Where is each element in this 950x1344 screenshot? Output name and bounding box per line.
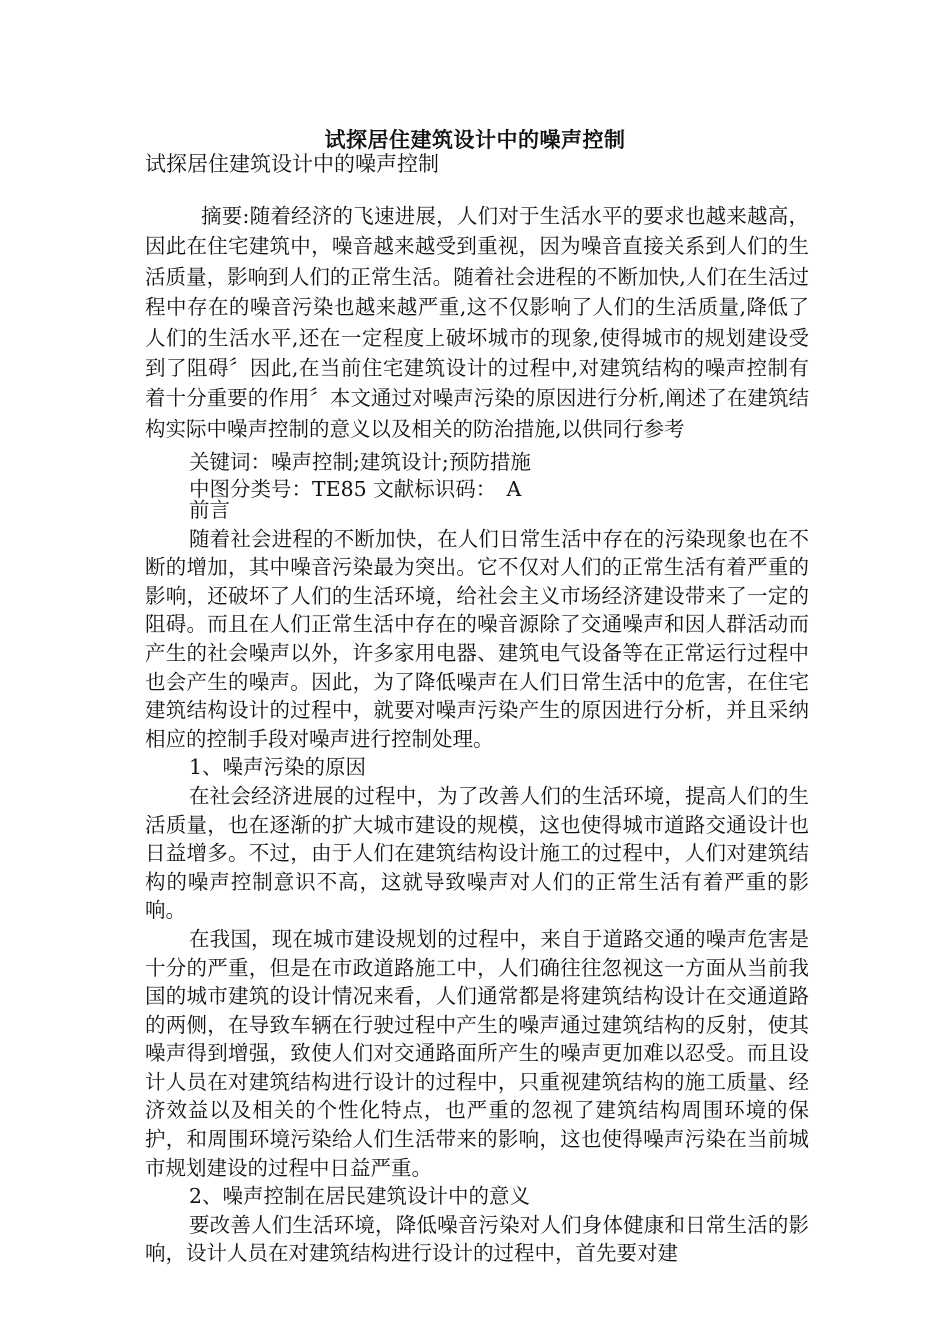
classification-line: 中图分类号：TE85 文献标识码： A	[189, 477, 522, 501]
keywords-line: 关键词：噪声控制;建筑设计;预防措施	[189, 450, 531, 474]
preface-paragraph: 随着社会进程的不断加快，在人们日常生活中存在的污染现象也在不断的增加，其中噪音污染最为突出。它不仅对人们的正常生活有着严重的影响，还破坏了人们的生活环境，给社会主义市场经济建设带来了一定的阻碍。而且在人们正常生活中存在的噪音源除了交通噪声和因人群活动而产生的社会噪声以外，许多家用电器、建筑电气设备等在正常运行过程中也会产生的噪声。因此，为了降低噪声在人们日常生活中的危害，在住宅建筑结构设计的过程中，就要对噪声污染产生的原因进行分析，并且采纳相应的控制手段对噪声进行控制处理。	[145, 526, 809, 751]
section-1-heading: 1、噪声污染的原因	[189, 755, 367, 780]
section-1-paragraph-1: 在社会经济进展的过程中，为了改善人们的生活环境，提高人们的生活质量，也在逐渐的扩大城市建设的规模，这也使得城市道路交通设计也日益增多。不过，由于人们在建筑结构设计施工的过程中，人们对建筑结构的噪声控制意识不高，这就导致噪声对人们的正常生活有着严重的影响。	[145, 783, 809, 923]
document-subtitle: 试探居住建筑设计中的噪声控制	[145, 152, 439, 176]
abstract-paragraph: 摘要:随着经济的飞速进展，人们对于生活水平的要求也越来越高，因此在住宅建筑中，噪音越来越受到重视，因为噪音直接关系到人们的生活质量，影响到人们的正常生活。随着社会进程的不断加快,人们在生活过程中存在的噪音污染也越来越严重,这不仅影响了人们的生活质量,降低了人们的生活水平,还在一定程度上破坏城市的现象,使得城市的规划建设受到了阻碍〞因此,在当前住宅建筑设计的过程中,对建筑结构的噪声控制有着十分重要的作用〞本文通过对噪声污染的原因进行分析,阐述了在建筑结构实际中噪声控制的意义以及相关的防治措施,以供同行参考	[145, 204, 809, 441]
section-2-paragraph-1: 要改善人们生活环境，降低噪音污染对人们身体健康和日常生活的影响，设计人员在对建筑结构进行设计的过程中，首先要对建	[145, 1212, 809, 1266]
document-body	[145, 496, 809, 1268]
section-2-heading: 2、噪声控制在居民建筑设计中的意义	[189, 1184, 531, 1209]
section-1-paragraph-2: 在我国，现在城市建设规划的过程中，来自于道路交通的噪声危害是十分的严重，但是在市政道路施工中，人们确往往忽视这一方面从当前我国的城市建筑的设计情况来看，人们通常都是将建筑结构设计在交通道路的两侧，在导致车辆在行驶过程中产生的噪声通过建筑结构的反射，使其噪声得到增强，致使人们对交通路面所产生的噪声更加难以忍受。而且设计人员在对建筑结构进行设计的过程中，只重视建筑结构的施工质量、经济效益以及相关的个性化特点，也严重的忽视了建筑结构周围环境的保护，和周围环境污染给人们生活带来的影响，这也使得噪声污染在当前城市规划建设的过程中日益严重。	[145, 926, 809, 1180]
document-title: 试探居住建筑设计中的噪声控制	[324, 128, 626, 152]
preface-heading: 前言	[189, 498, 230, 522]
